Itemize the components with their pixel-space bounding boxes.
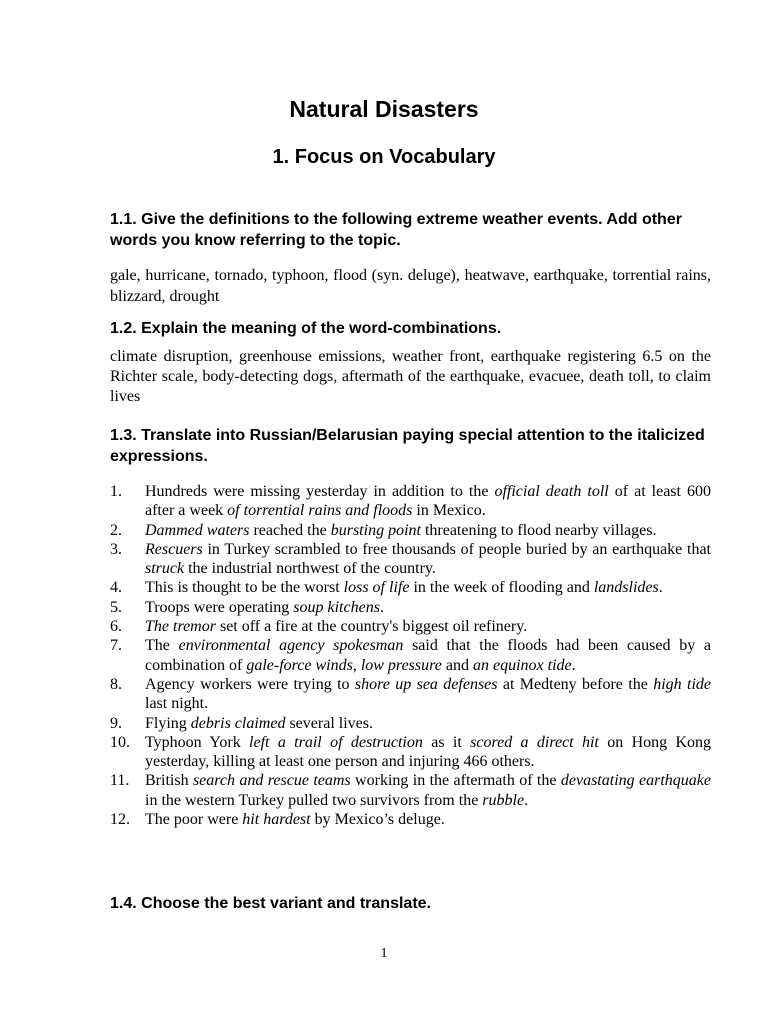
italic-expression: search and rescue teams [192,772,351,790]
sentence-item [110,810,711,829]
sentence-text [145,598,711,617]
sentence-segment: in Turkey scrambled to free thousands of people buried by an earthquake that [202,540,711,558]
sentence-item [110,714,711,733]
italic-expression: official death toll [494,483,609,500]
italic-expression: of torrential rains and floods [227,502,413,520]
sentence-number: 7. [110,637,122,655]
sentence-segment: in the week of flooding and [409,579,594,597]
italic-expression: The tremor [145,618,216,636]
italic-expression: landslides [593,579,659,597]
sentence-segment: on Hong Kong yesterday, killing at least one person and injuring 466 others. [145,733,712,771]
sentence-segment: . [571,656,576,674]
sentence-item [110,540,711,579]
sentence-segment: The poor were [145,811,243,829]
sentence-text [145,578,711,597]
sentence-number: 2. [110,521,122,539]
sentence-text [145,675,711,714]
italic-expression: debris claimed [190,714,286,732]
sentence-segment: at Medteny before the [497,675,654,693]
task-text-1-1: gale, hurricane, tornado, typhoon, flood (syn. deluge), heatwave, earthquake, torrential rains, blizzard, drought [110,267,711,305]
sentence-list [110,482,711,829]
italic-expression: devastating earthquake [560,772,712,790]
sentence-segment: , [352,656,361,674]
italic-expression: an equinox tide [472,656,572,674]
sentence-number: 1. [110,483,122,500]
sentence-text [145,636,711,675]
sentence-item [110,771,711,810]
italic-expression: soup kitchens [293,598,380,616]
sentence-segment: Hundreds were missing yesterday in addition to the [145,483,495,500]
sentence-item [110,733,711,772]
sentence-item [110,482,711,521]
task-heading-1-2: 1.2. Explain the meaning of the word-combinations. [110,320,502,337]
sentence-item [110,636,711,675]
sentence-segment: British [145,772,193,790]
italic-expression: rubble [482,791,525,809]
sentence-segment: Typhoon York [145,733,250,751]
sentence-segment: in Mexico. [412,502,486,520]
page-subtitle: 1. Focus on Vocabulary [272,146,496,168]
sentence-segment: Agency workers were trying to [145,675,355,693]
task-text-1-2: climate disruption, greenhouse emissions, weather front, earthquake registering 6.5 on the Richter scale, body-detecting dogs, aftermath of the earthquake, evacuee, death toll, to claim lives [110,348,711,405]
sentence-segment: . [658,579,663,597]
sentence-segment: said that the floods had been caused by a combination of [145,637,712,674]
sentence-segment: reached the [249,521,331,539]
sentence-segment: by Mexico’s deluge. [310,811,445,829]
italic-expression: bursting point [330,521,421,539]
sentence-segment: in the western Turkey pulled two survivors from the [145,791,483,809]
sentence-segment: working in the aftermath of the [350,772,561,790]
italic-expression: struck [145,560,185,578]
sentence-number: 8. [110,675,122,693]
sentence-item [110,598,711,617]
sentence-segment: The [145,637,179,655]
sentence-number: 6. [110,618,122,636]
sentence-segment: set off a fire at the country's biggest oil refinery. [215,618,528,636]
sentence-segment: last night. [145,695,209,713]
italic-expression: gale-force winds [246,656,353,674]
italic-expression: Dammed waters [145,521,250,539]
sentence-segment: Troops were operating [145,598,294,616]
sentence-text [145,810,711,829]
sentence-text [145,733,711,772]
sentence-item [110,578,711,597]
sentence-item [110,617,711,636]
italic-expression: scored a direct hit [470,733,599,751]
italic-expression: hit hardest [242,811,311,829]
sentence-segment: the industrial northwest of the country. [184,560,436,578]
sentence-segment: several lives. [285,714,373,732]
sentence-segment: Flying [145,714,191,732]
italic-expression: environmental agency spokesman [178,637,404,655]
sentence-text [145,540,711,579]
sentence-text [145,521,711,540]
italic-expression: Rescuers [145,540,203,558]
sentence-text [145,771,711,810]
sentence-number: 5. [110,598,122,616]
sentence-item [110,521,711,540]
page-title: Natural Disasters [289,96,479,122]
sentence-segment: . [524,791,529,809]
sentence-segment: threatening to flood nearby villages. [420,521,657,539]
sentence-number: 9. [110,714,122,732]
sentence-number: 10. [110,733,130,751]
task-heading-1-4: 1.4. Choose the best variant and translate. [110,895,431,912]
sentence-text [145,714,711,733]
italic-expression: low pressure [360,656,442,674]
sentence-text [145,617,711,636]
task-heading-1-3: 1.3. Translate into Russian/Belarusian paying special attention to the italicized expressions. [110,427,705,465]
task-heading-1-1: 1.1. Give the definitions to the following extreme weather events. Add other words you know referring to the topic. [110,211,682,249]
italic-expression: high tide [653,675,712,693]
sentence-segment: and [441,656,473,674]
italic-expression: shore up sea defenses [354,675,498,693]
italic-expression: left a trail of destruction [249,733,423,751]
sentence-number: 4. [110,579,122,597]
sentence-item [110,675,711,714]
sentence-segment: of at least 600 after a week [145,483,712,520]
sentence-number: 12. [110,811,130,829]
sentence-number: 11. [110,772,130,790]
sentence-segment: This is thought to be the worst [145,579,344,597]
sentence-text [145,482,711,521]
sentence-number: 3. [110,540,122,558]
sentence-segment: as it [422,733,471,751]
page-number: 1 [380,946,388,961]
italic-expression: loss of life [343,579,410,597]
sentence-segment: . [379,598,384,616]
